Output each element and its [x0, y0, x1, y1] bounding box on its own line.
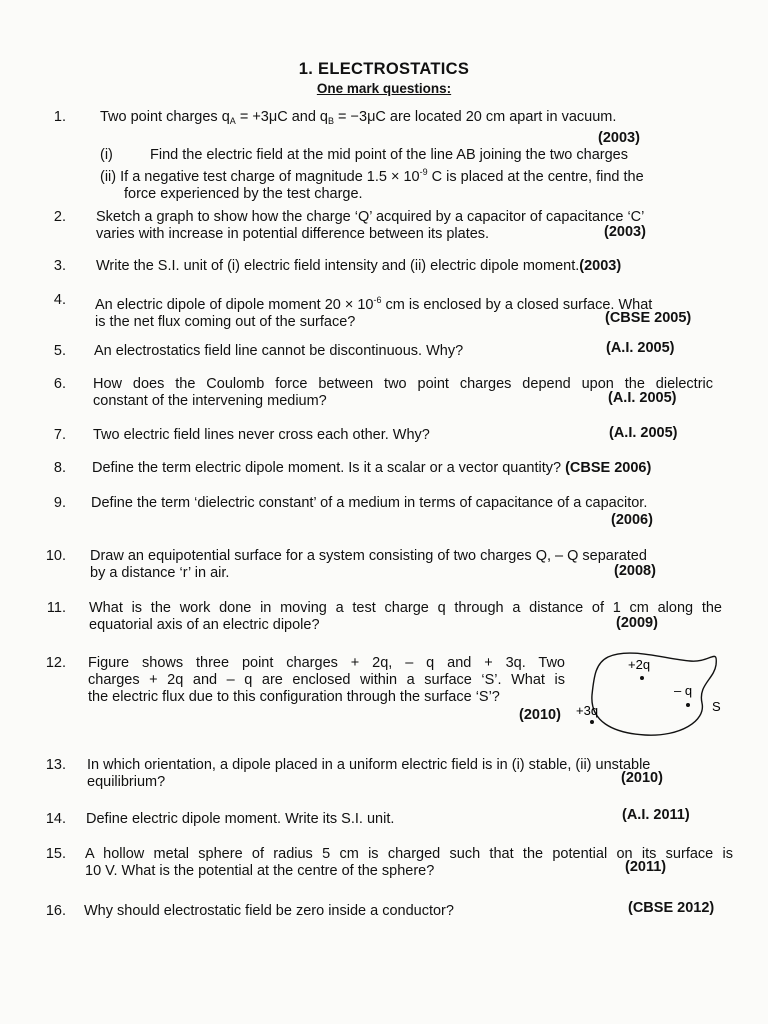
question-number: 16. [45, 903, 66, 919]
charge-minus-q-dot [686, 703, 690, 707]
question-text: An electric dipole of dipole moment $20 \times 10^{-6}$ cm is enclosed by a closed surface. What [95, 295, 653, 313]
question-year: (2010) [621, 770, 663, 786]
question-year: (2009) [616, 615, 658, 631]
section-subtitle: One mark questions: [316, 81, 452, 96]
question-text: Define electric dipole moment. Write its S.I. unit. (A.I. 2011) [86, 807, 690, 827]
question-number: 11. [46, 600, 66, 616]
question-text: Define the term electric dipole moment. Is it a scalar or a vector quantity? (CBSE 2006) [92, 460, 652, 476]
question-number: 1. [53, 109, 66, 125]
question-text: Two electric field lines never cross each other. Why? (A.I. 2005) [93, 425, 678, 443]
charge-minus-q-label: – q [674, 683, 693, 698]
question-text: the electric flux due to this configuration through the surface ‘S’? [88, 689, 500, 705]
question-number: 8. [53, 460, 66, 476]
gaussian-surface-figure [570, 645, 740, 740]
question-text: Draw an equipotential surface for a system consisting of two charges Q, – Q separated [90, 548, 647, 564]
question-year: (CBSE 2012) [628, 900, 715, 916]
question-number: 5. [53, 343, 66, 359]
question-number: 10. [45, 548, 66, 564]
question-number: 13. [45, 757, 66, 773]
question-number: 9. [53, 495, 66, 511]
question-year: (A.I. 2011) [622, 807, 690, 823]
question-text: constant of the intervening medium? (A.I. 2005) [93, 390, 677, 409]
question-year: (A.I. 2005) [609, 425, 678, 441]
question-number: 7. [53, 427, 66, 443]
question-text: varies with increase in potential difference between its plates. (2003) [96, 224, 646, 242]
question-text: equilibrium? (2010) [87, 770, 663, 790]
question-year: (A.I. 2005) [606, 340, 675, 356]
question-number: 6. [53, 376, 66, 392]
charge-3q-label: +3q [576, 703, 599, 718]
question-text: How does the Coulomb force between two point charges depend upon the dielectric [93, 376, 713, 392]
question-text: 10 V. What is the potential at the centre of the sphere? (2011) [85, 859, 667, 879]
charge-3q-dot [590, 720, 594, 724]
question-year: (2003) [598, 130, 640, 146]
question-year: (2003) [604, 224, 646, 240]
question-text: Figure shows three point charges + 2q, – q and + 3q. Two [88, 655, 565, 671]
surface-s-label: S [712, 699, 721, 714]
charge-2q-label: +2q [628, 657, 651, 672]
question-year: (A.I. 2005) [608, 390, 677, 406]
question-text: Define the term ‘dielectric constant’ of a medium in terms of capacitance of a capacitor. [91, 495, 648, 511]
question-year: (CBSE 2006) [565, 460, 652, 476]
question-year: (CBSE 2005) [605, 310, 692, 326]
question-text: Why should electrostatic field be zero inside a conductor? (CBSE 2012) [84, 900, 715, 919]
question-text: Write the S.I. unit of (i) electric field intensity and (ii) electric dipole moment.(2003) [96, 258, 622, 274]
question-year: (2008) [614, 563, 656, 579]
charge-2q-dot [640, 676, 644, 680]
question-number: 12. [45, 655, 66, 671]
closed-surface-outline [592, 653, 716, 735]
question-year: (2011) [625, 859, 667, 875]
question-text: is the net flux coming out of the surface? (CBSE 2005) [95, 310, 692, 330]
question-number: 3. [53, 258, 66, 274]
question-year: (2010) [519, 707, 561, 723]
question-text: A hollow metal sphere of radius 5 cm is charged such that the potential on its surface is [85, 846, 733, 862]
question-year: (2006) [611, 512, 653, 528]
question-part-ii: (ii) If a negative test charge of magnitude $1.5 \times 10^{-9}$ C is placed at the centre, find the [100, 167, 644, 185]
question-text: What is the work done in moving a test charge q through a distance of 1 cm along the [89, 600, 722, 616]
question-number: 4. [53, 292, 66, 308]
question-year: (2003) [579, 258, 622, 274]
page-title: 1. ELECTROSTATICS [298, 60, 470, 78]
question-part-ii-cont: force experienced by the test charge. [124, 186, 363, 202]
question-part-i: (i) Find the electric field at the mid point of the line AB joining the two charges [100, 147, 628, 163]
question-number: 2. [53, 209, 66, 225]
question-text: equatorial axis of an electric dipole? (2009) [89, 615, 658, 633]
question-text: charges + 2q and – q are enclosed within a surface ‘S’. What is [88, 672, 565, 688]
question-text: Two point charges $q_A = +3\mu C$ and $q_B = -3\mu C$ are located 20 cm apart in vacuum. [100, 109, 617, 126]
question-number: 14. [45, 811, 66, 827]
question-text: An electrostatics field line cannot be discontinuous. Why? (A.I. 2005) [94, 340, 675, 359]
question-text: In which orientation, a dipole placed in a uniform electric field is in (i) stable, (ii) unstable [87, 757, 651, 773]
question-text: Sketch a graph to show how the charge ‘Q’ acquired by a capacitor of capacitance ‘C’ [96, 209, 645, 225]
question-text: by a distance ‘r’ in air. (2008) [90, 563, 656, 581]
question-number: 15. [45, 846, 66, 862]
